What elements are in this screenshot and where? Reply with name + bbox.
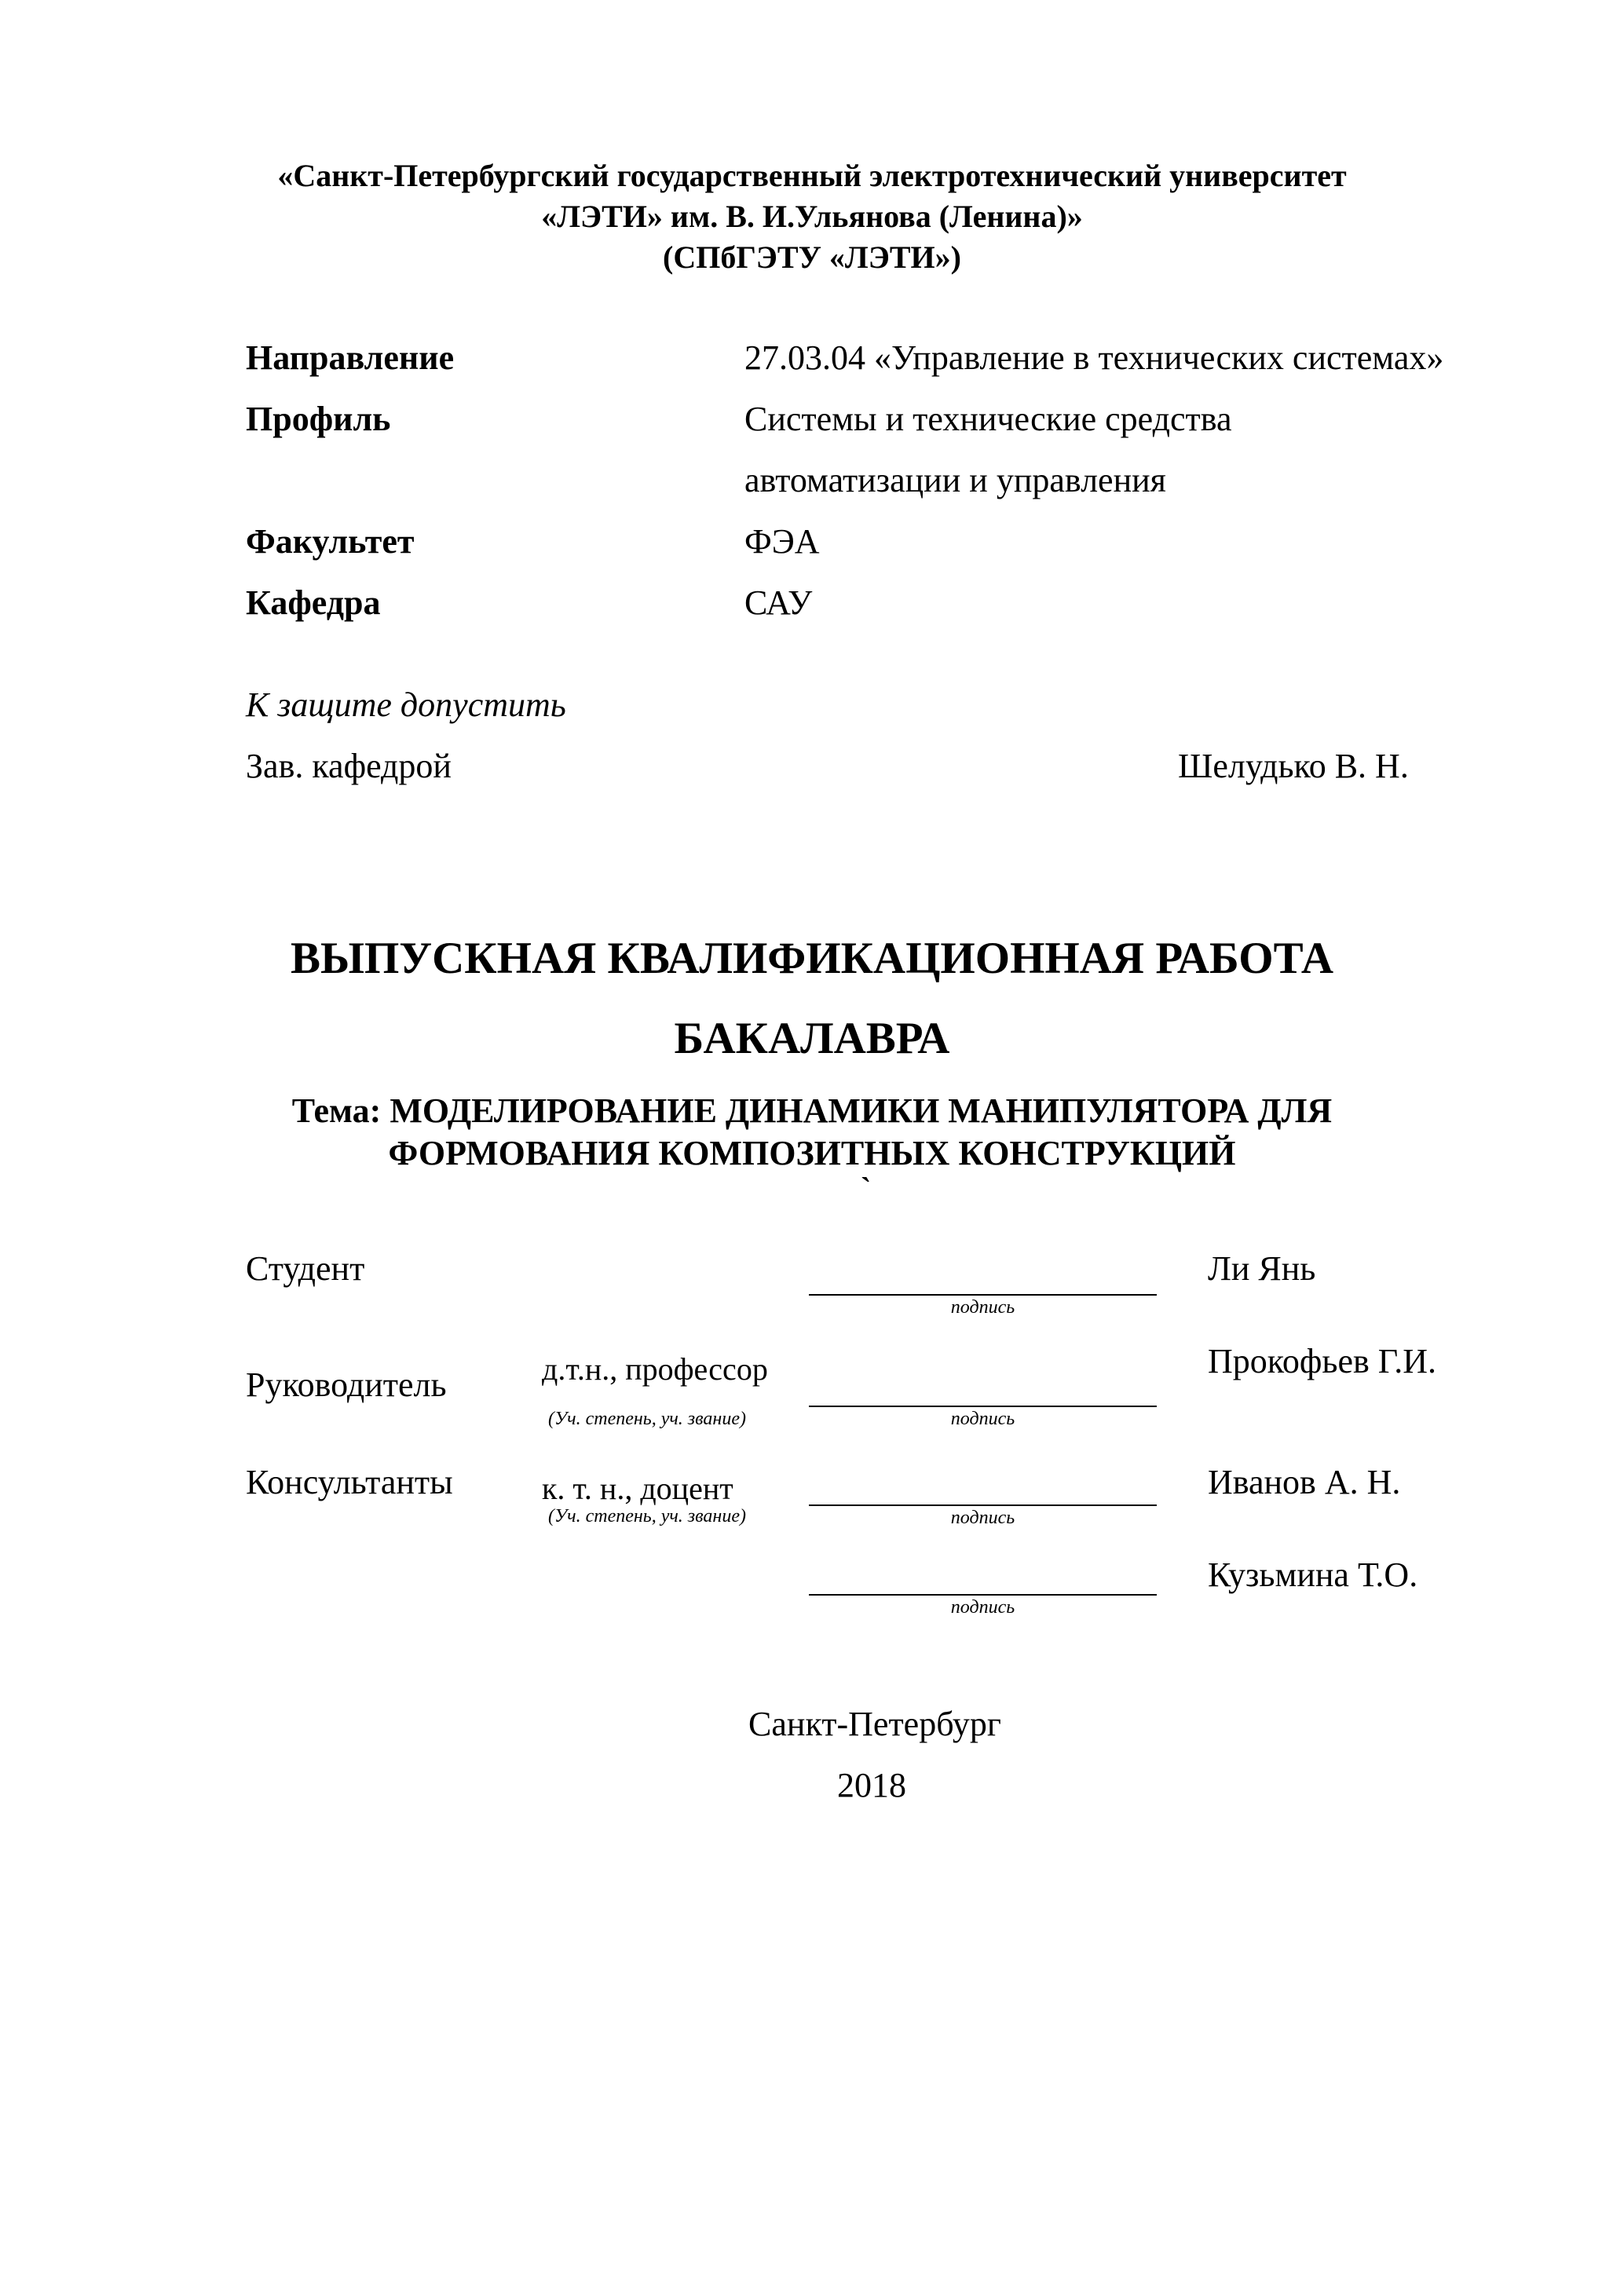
supervisor-rank: д.т.н., профессор [542,1351,768,1387]
student-signature-caption: подпись [950,1297,1015,1318]
work-title-line2: БАКАЛАВРА [674,1014,950,1063]
university-name-line2: «ЛЭТИ» им. В. И.Ульянова (Ленина)» [541,199,1083,234]
supervisor-signature-line [809,1406,1157,1407]
profile-label: Профиль [246,400,391,438]
consultant2-signature-line [809,1594,1157,1596]
consultant1-rank: к. т. н., доцент [542,1471,733,1506]
profile-value-line2: автоматизации и управления [744,461,1166,499]
admit-to-defense-text: К защите допустить [246,686,566,724]
direction-label: Направление [246,338,455,377]
student-label: Студент [246,1249,365,1288]
consultants-label: Консультанты [246,1463,453,1501]
head-of-department-name: Шелудько В. Н. [1178,747,1409,785]
consultant1-signature-caption: подпись [950,1508,1015,1528]
head-of-department-label: Зав. кафедрой [246,747,452,785]
student-signature-line [809,1294,1157,1296]
department-label: Кафедра [246,583,381,622]
faculty-label: Факультет [246,522,415,561]
year: 2018 [837,1766,906,1804]
city: Санкт-Петербург [748,1705,1001,1743]
consultant2-signature-caption: подпись [950,1597,1015,1618]
consultant1-name: Иванов А. Н. [1208,1463,1401,1501]
consultant1-signature-line [809,1504,1157,1506]
consultant1-rank-caption: (Уч. степень, уч. звание) [548,1506,746,1526]
profile-value-line1: Системы и технические средства [744,400,1232,438]
supervisor-label: Руководитель [246,1366,447,1404]
supervisor-rank-caption: (Уч. степень, уч. звание) [548,1409,746,1429]
topic-line2: ФОРМОВАНИЯ КОМПОЗИТНЫХ КОНСТРУКЦИЙ [388,1134,1236,1172]
consultant2-name: Кузьмина Т.О. [1208,1556,1418,1594]
direction-value: 27.03.04 «Управление в технических системах» [744,338,1444,377]
faculty-value: ФЭА [744,522,820,561]
work-title-line1: ВЫПУСКНАЯ КВАЛИФИКАЦИОННАЯ РАБОТА [290,934,1333,983]
university-abbreviation: (СПбГЭТУ «ЛЭТИ») [663,239,961,275]
university-name-line1: «Санкт-Петербургский государственный электротехнический университет [277,158,1347,193]
supervisor-signature-caption: подпись [950,1409,1015,1429]
stray-mark: ` [861,1171,872,1206]
department-value: САУ [744,583,813,622]
supervisor-name: Прокофьев Г.И. [1208,1342,1437,1380]
topic-line1: Тема: МОДЕЛИРОВАНИЕ ДИНАМИКИ МАНИПУЛЯТОРА ДЛЯ [291,1091,1333,1130]
student-name: Ли Янь [1208,1249,1316,1288]
